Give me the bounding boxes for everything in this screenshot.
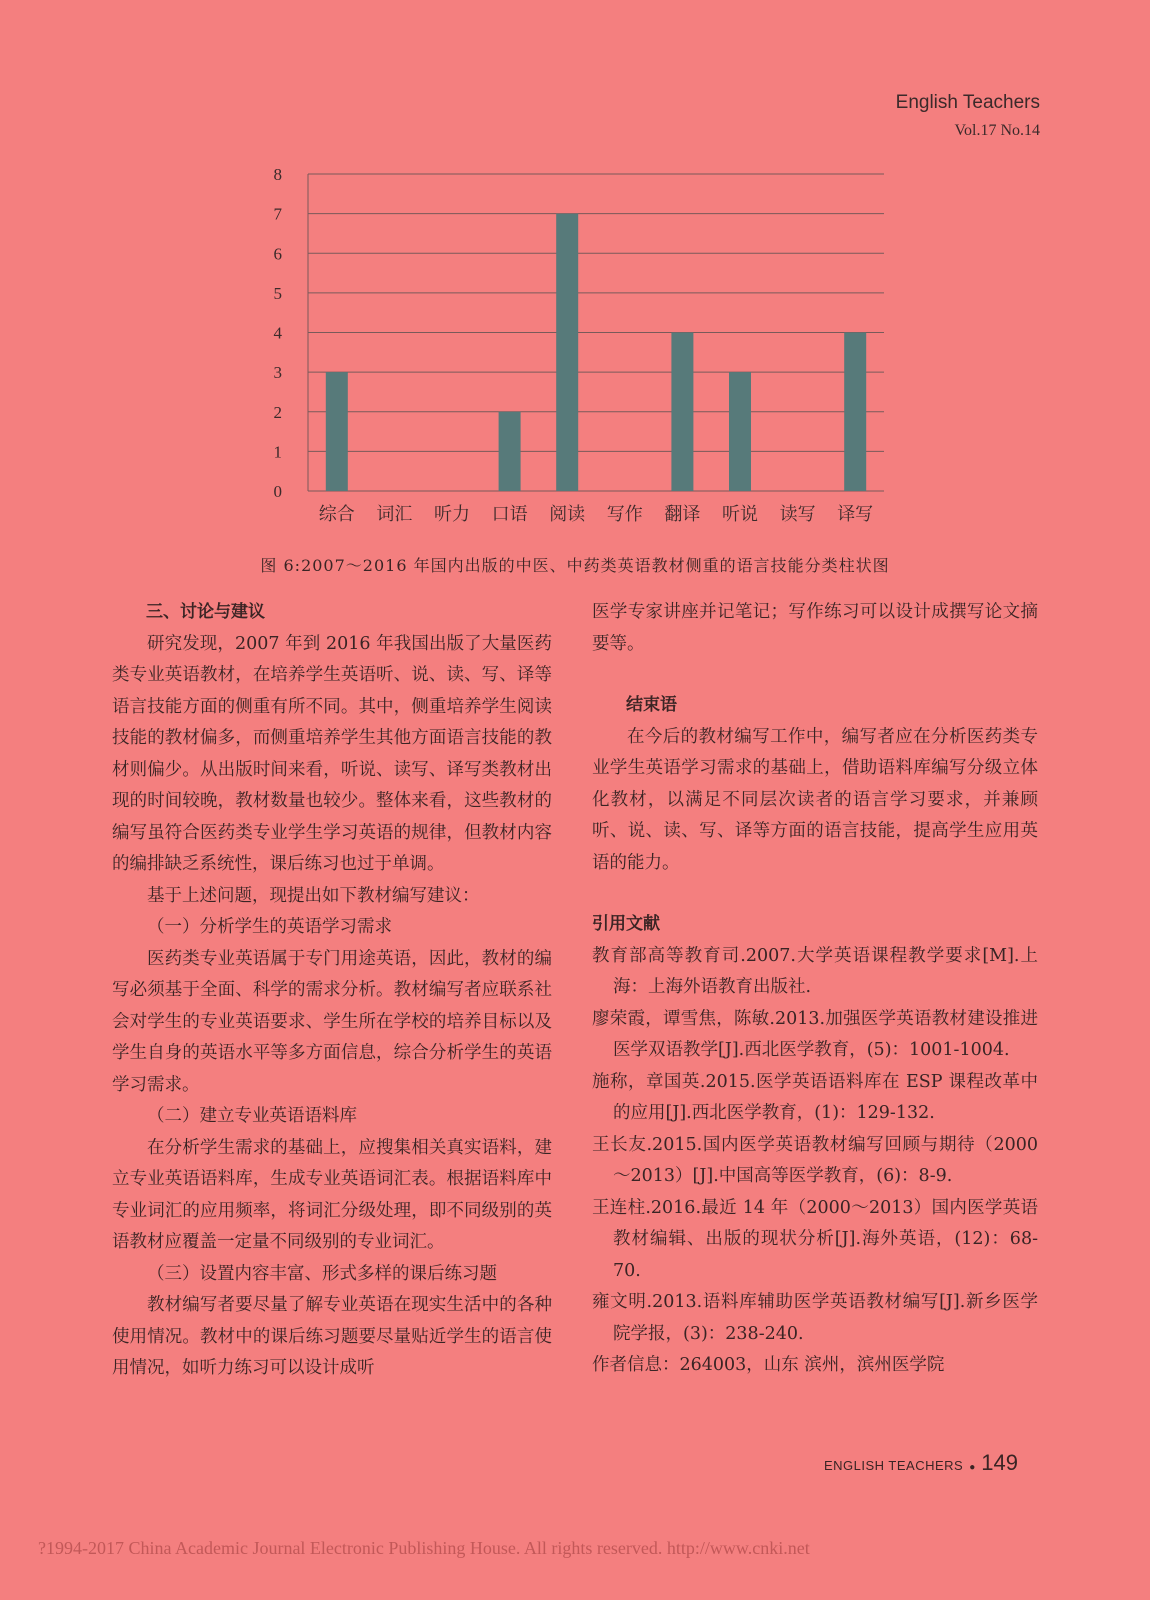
figure-caption: 图 6:2007～2016 年国内出版的中医、中药类英语教材侧重的语言技能分类柱状图 [260, 556, 890, 575]
reference-item: 王长友.2015.国内医学英语教材编写回顾与期待（2000～2013）[J].中国高等医学教育，(6)：8-9. [592, 1134, 1038, 1186]
reference-list [592, 941, 1038, 1351]
y-tick-label: 2 [273, 402, 282, 422]
section-heading: 三、讨论与建议 [146, 602, 265, 622]
reference-item: 雍文明.2013.语料库辅助医学英语教材编写[J].新乡医学院学报，(3)：238-240. [592, 1292, 1038, 1344]
x-tick-label: 词汇 [376, 504, 413, 525]
paragraph: 医学专家讲座并记笔记；写作练习可以设计成撰写论文摘要等。 [592, 602, 1038, 654]
x-tick-label: 听力 [434, 504, 470, 525]
left-column [112, 597, 552, 1385]
y-tick-label: 6 [273, 244, 282, 264]
page-footer [824, 1450, 1018, 1476]
reference-item: 施称，章国英.2015.医学英语语料库在 ESP 课程改革中的应用[J].西北医学教育，(1)：129-132. [592, 1071, 1038, 1123]
bar [556, 214, 578, 491]
page-number: 149 [981, 1450, 1018, 1475]
y-tick-label: 5 [273, 283, 282, 303]
author-info: 作者信息：264003，山东 滨州，滨州医学院 [592, 1355, 945, 1375]
y-tick-label: 8 [273, 165, 282, 184]
paragraph: 在分析学生需求的基础上，应搜集相关真实语料，建立专业英语语料库，生成专业英语词汇表。根据语料库中专业词汇的应用频率，将词汇分级处理，即不同级别的英语教材应覆盖一定量不同级别的专业词汇。 [112, 1137, 552, 1252]
x-tick-label: 翻译 [664, 504, 701, 525]
paragraph: 教材编写者要尽量了解专业英语在现实生活中的各种使用情况。教材中的课后练习题要尽量贴近学生的语言使用情况，如听力练习可以设计成听 [112, 1295, 552, 1378]
bar [499, 412, 521, 491]
subheading: （三）设置内容丰富、形式多样的课后练习题 [147, 1263, 497, 1284]
y-tick-label: 4 [273, 323, 282, 343]
journal-title: English Teachers [895, 92, 1040, 113]
reference-item: 王连柱.2016.最近 14 年（2000～2013）国内医学英语教材编辑、出版的现状分析[J].海外英语，(12)：68-70. [592, 1197, 1038, 1281]
reference-item: 廖荣霞，谭雪焦，陈敏.2013.加强医学英语教材建设推进医学双语教学[J].西北医学教育，(5)：1001-1004. [592, 1008, 1038, 1060]
bar [326, 372, 348, 491]
bar [729, 372, 751, 491]
y-tick-label: 3 [273, 363, 282, 383]
references-heading: 引用文献 [592, 914, 660, 934]
y-tick-label: 7 [273, 204, 282, 224]
x-tick-label: 读写 [779, 504, 816, 525]
right-column [592, 597, 1038, 1382]
bar [671, 333, 693, 492]
y-tick-label: 1 [273, 442, 282, 462]
bar-chart [262, 162, 922, 537]
x-tick-label: 综合 [318, 504, 355, 525]
x-tick-label: 口语 [491, 504, 528, 525]
reference-item: 教育部高等教育司.2007.大学英语课程教学要求[M].上海：上海外语教育出版社. [592, 945, 1038, 997]
running-header [896, 92, 1040, 140]
subheading: （二）建立专业英语语料库 [147, 1106, 357, 1126]
footer-dot-icon: ● [969, 1462, 976, 1473]
x-tick-label: 阅读 [549, 504, 586, 525]
paragraph: 在今后的教材编写工作中，编写者应在分析医药类专业学生英语学习需求的基础上，借助语料库编写分级立体化教材，以满足不同层次读者的语言学习要求，并兼顾听、说、读、写、译等方面的语言技能，提高学生应用英语的能力。 [592, 726, 1038, 873]
paragraph: 基于上述问题，现提出如下教材编写建议： [147, 885, 480, 906]
journal-volume: Vol.17 No.14 [954, 122, 1040, 139]
x-tick-label: 写作 [606, 504, 643, 525]
x-tick-label: 译写 [837, 504, 874, 525]
footer-label: ENGLISH TEACHERS [823, 1458, 964, 1473]
paragraph: 研究发现，2007 年到 2016 年我国出版了大量医药类专业英语教材，在培养学生英语听、说、读、写、译等语言技能方面的侧重有所不同。其中，侧重培养学生阅读技能的教材偏多，而侧重培养学生其他方面语言技能的教材则偏少。从出版时间来看，听说、读写、译写类教材出现的时间较晚，教材数量也较少。整体来看，这些教材的编写虽符合医药类专业学生学习英语的规律，但教材内容的编排缺乏系统性，课后练习也过于单调。 [112, 633, 552, 874]
bar [844, 333, 866, 492]
copyright-notice: ?1994-2017 China Academic Journal Electronic Publishing House. All rights reserved. http://www.cnki.net [38, 1538, 810, 1558]
paragraph: 医药类专业英语属于专门用途英语，因此，教材的编写必须基于全面、科学的需求分析。教材编写者应联系社会对学生的专业英语要求、学生所在学校的培养目标以及学生自身的英语水平等多方面信息，综合分析学生的英语学习需求。 [112, 948, 552, 1095]
section-heading: 结束语 [626, 695, 677, 715]
y-tick-label: 0 [273, 482, 282, 501]
x-tick-label: 听说 [722, 504, 758, 525]
subheading: （一）分析学生的英语学习需求 [147, 917, 392, 937]
